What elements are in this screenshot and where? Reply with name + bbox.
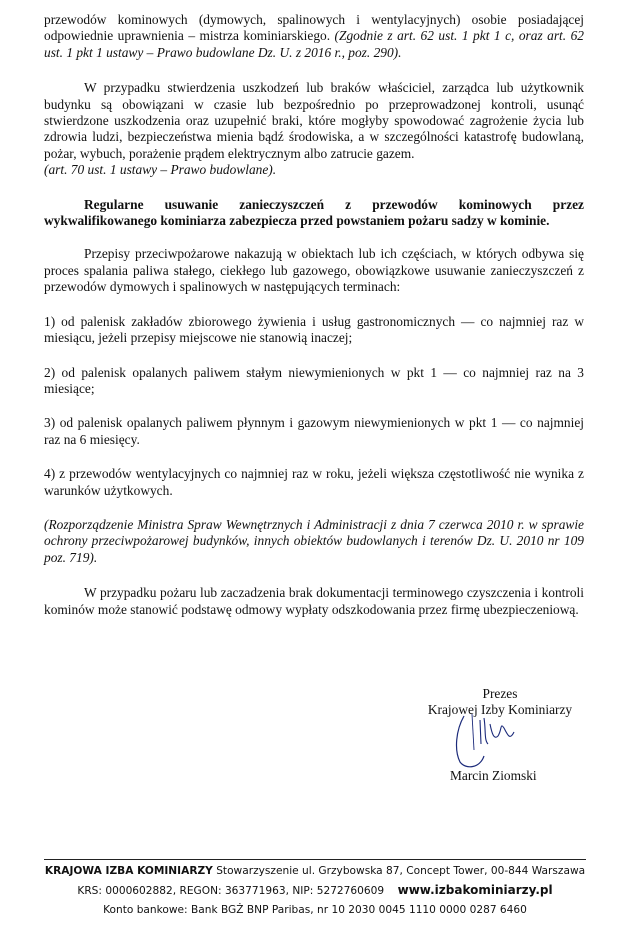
list-item-3: 3) od palenisk opalanych paliwem płynnym i gazowym niewymienionych w pkt 1 — co najmniej raz na 6 miesięcy.: [44, 415, 584, 447]
citation-art-70: (art. 70 ust. 1 ustawy – Prawo budowlane).: [44, 162, 277, 178]
list-item-4: 4) z przewodów wentylacyjnych co najmniej raz w roku, jeżeli większa częstotliwość nie wynika z warunków użytkowych.: [44, 466, 584, 498]
signature-block: [395, 686, 605, 783]
footer-website-link[interactable]: www.izbakominiarzy.pl: [397, 883, 553, 897]
document-body: [44, 12, 584, 618]
signature-name: Marcin Ziomski: [450, 768, 537, 783]
section-heading: Regularne usuwanie zanieczyszczeń z przewodów kominowych przez wykwalifikowanego kominiarza zabezpiecza przed powstaniem pożaru sadzy w kominie.: [44, 196, 584, 229]
footer-ids-line: [44, 881, 586, 901]
handwritten-signature: [450, 710, 530, 770]
letterhead-footer: [44, 859, 586, 920]
footer-address-line: [44, 862, 586, 881]
paragraph-1: przewodów kominowych (dymowych, spalinowych i wentylacyjnych) osobie posiadającej odpowiednie uprawnienia – mistrza kominiarskiego. (Zgodnie z art. 62 ust. 1 pkt 1 c, oraz art. 62 ust. 1 pkt 1 ustawy – Prawo budowlane Dz. U. z 2016 r., poz. 290).: [44, 12, 584, 60]
signature-title: Prezes: [482, 686, 518, 701]
paragraph-2: W przypadku stwierdzenia uszkodzeń lub braków właściciel, zarządca lub użytkownik budynku są obowiązani w czasie lub bezpośrednio po przeprowadzonej kontroli, usunąć stwierdzone uszkodzenia oraz uzupełnić braki, które mogłyby spowodować zagrożenie życia lub zdrowia ludzi, bezpieczeństwa mienia bądź środowiska, a w szczególności katastrofę budowlaną, pożar, wybuch, porażenie prądem elektrycznym albo zatrucie gazem.: [44, 80, 584, 161]
signature-org: Krajowej Izby Kominiarzy: [427, 702, 573, 717]
list-item-1: 1) od palenisk zakładów zbiorowego żywienia i usług gastronomicznych — co najmniej raz w miesiącu, jeżeli przepisy miejscowe nie stanowią inaczej;: [44, 313, 584, 346]
paragraph-4: W przypadku pożaru lub zaczadzenia brak dokumentacji terminowego czyszczenia i kontroli kominów może stanowić podstawę odmowy wypłaty odszkodowania przez firmę ubezpieczeniową.: [44, 585, 584, 617]
citation-building-law: (Zgodnie z art. 62 ust. 1 pkt 1 c, oraz art. 62 ust. 1 pkt 1 ustawy – Prawo budowlane Dz. U. z 2016 r., poz. 290).: [44, 28, 584, 60]
paragraph-3: Przepisy przeciwpożarowe nakazują w obiektach lub ich częściach, w których odbywa się proces spalania paliwa stałego, ciekłego lub gazowego, obowiązkowe usuwanie zanieczyszczeń z przewodów dymowych i spalinowych w następujących terminach:: [44, 246, 584, 295]
footer-org: KRAJOWA IZBA KOMINIARZY: [44, 865, 213, 877]
footer-bank: Konto bankowe: Bank BGŻ BNP Paribas, nr 10 2030 0045 1110 0000 0287 6460: [103, 904, 527, 916]
list-item-2: 2) od palenisk opalanych paliwem stałym niewymienionych w pkt 1 — co najmniej raz na 3 miesiące;: [44, 364, 584, 396]
footer-address: Stowarzyszenie ul. Grzybowska 87, Concept Tower, 00-844 Warszawa: [212, 865, 586, 877]
regulation-citation: (Rozporządzenie Ministra Spraw Wewnętrznych i Administracji z dnia 7 czerwca 2010 r. w sprawie ochrony przeciwpożarowej budynków, innych obiektów budowlanych i terenów Dz. U. 2010 nr 109 poz. 719).: [44, 516, 584, 565]
footer-ids: KRS: 0000602882, REGON: 363771963, NIP: 5272760609: [77, 885, 385, 897]
